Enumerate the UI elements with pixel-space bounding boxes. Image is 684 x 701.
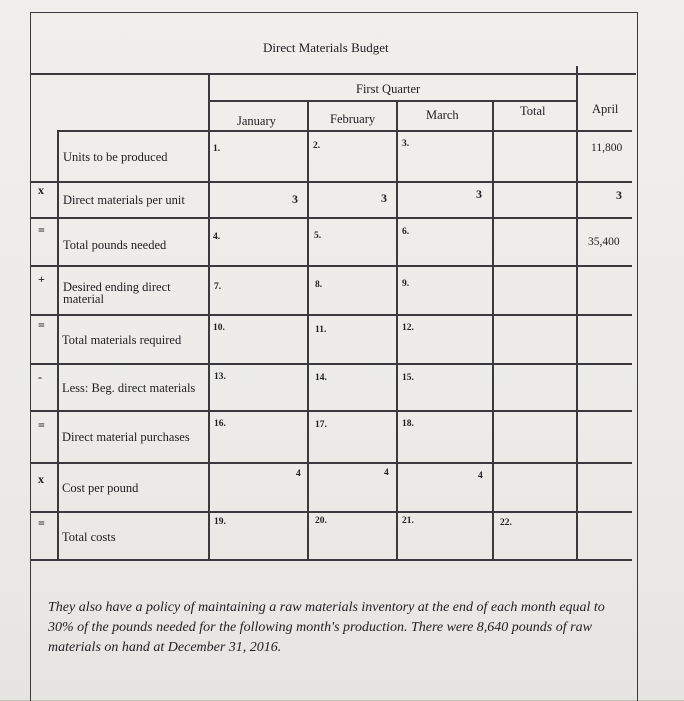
cell-feb-pounds: 5. xyxy=(314,231,322,241)
rule-january-left xyxy=(208,73,210,559)
cell-apr-pounds: 35,400 xyxy=(588,236,620,248)
cell-mar-required: 12. xyxy=(402,323,414,333)
cell-mar-units: 3. xyxy=(402,139,410,149)
row-label-cost-per-pound: Cost per pound xyxy=(62,481,139,495)
row-label-less-beg-direct-materials: Less: Beg. direct materials xyxy=(62,381,196,395)
page-title: Direct Materials Budget xyxy=(263,40,389,55)
rule-header-bottom xyxy=(58,130,632,132)
row-label-total-pounds-needed: Total pounds needed xyxy=(63,238,167,252)
cell-mar-cost: 4 xyxy=(478,471,483,481)
row-operator: = xyxy=(38,516,45,530)
row-operator: x xyxy=(38,472,44,486)
total-header: Total xyxy=(520,104,546,118)
row-label-desired-ending-direct: Desired ending direct xyxy=(63,280,171,294)
rule-row-8 xyxy=(30,511,632,513)
row-operator: = xyxy=(38,418,45,432)
row-label-units-to-be-produced: Units to be produced xyxy=(63,150,168,164)
row-label-total-costs: Total costs xyxy=(62,530,116,544)
cell-feb-beginning: 14. xyxy=(315,373,327,383)
row-operator: + xyxy=(38,272,45,286)
rule-row-5 xyxy=(30,363,632,365)
row-label-direct-materials-per-unit: Direct materials per unit xyxy=(63,193,185,207)
cell-quarter-total-costs: 22. xyxy=(500,518,512,528)
rule-row-7 xyxy=(30,462,632,464)
rule-april-left xyxy=(576,66,578,559)
cell-mar-beginning: 15. xyxy=(402,373,414,383)
rule-row-9 xyxy=(30,559,632,561)
row-operator: = xyxy=(38,318,45,332)
policy-note: They also have a policy of maintaining a raw materials inventory at the end of each month equal to 30% of the pounds needed for the following month's production. There were 8,640 pounds of raw materials on hand at December 31, 2016. xyxy=(48,600,605,655)
rule-total-left xyxy=(492,100,494,559)
cell-jan-pounds: 4. xyxy=(213,232,221,242)
rule-february-left xyxy=(307,100,309,559)
rule-march-left xyxy=(396,100,398,559)
cell-jan-per-unit: 3 xyxy=(292,192,298,206)
cell-jan-beginning: 13. xyxy=(214,372,226,382)
cell-mar-per-unit: 3 xyxy=(476,187,482,201)
cell-feb-cost: 4 xyxy=(384,468,389,478)
cell-feb-ending: 8. xyxy=(315,280,323,290)
cell-feb-required: 11. xyxy=(315,325,327,335)
cell-jan-purchases: 16. xyxy=(214,419,226,429)
rule-row-3 xyxy=(30,265,632,267)
row-operator: - xyxy=(38,370,42,384)
cell-mar-purchases: 18. xyxy=(402,419,414,429)
rule-row-4 xyxy=(30,314,632,316)
row-operator: = xyxy=(38,223,45,237)
rule-row-6 xyxy=(30,410,632,412)
row-label-material: material xyxy=(63,292,104,306)
cell-feb-total-costs: 20. xyxy=(315,516,327,526)
rule-row-2 xyxy=(30,217,632,219)
cell-mar-total-costs: 21. xyxy=(402,516,414,526)
cell-apr-per-unit: 3 xyxy=(616,188,622,202)
first-quarter-header: First Quarter xyxy=(356,82,421,96)
cell-mar-ending: 9. xyxy=(402,279,410,289)
cell-mar-pounds: 6. xyxy=(402,227,410,237)
february-header: February xyxy=(330,112,376,126)
row-label-direct-material-purchases: Direct material purchases xyxy=(62,430,190,444)
january-header: January xyxy=(237,114,276,128)
cell-feb-purchases: 17. xyxy=(315,420,327,430)
row-operator: x xyxy=(38,183,44,197)
row-label-total-materials-required: Total materials required xyxy=(62,333,182,347)
cell-jan-cost: 4 xyxy=(296,469,301,479)
cell-jan-units: 1. xyxy=(213,144,221,154)
rule-quarter-bottom xyxy=(208,100,578,102)
april-header: April xyxy=(592,102,619,116)
cell-jan-total-costs: 19. xyxy=(214,517,226,527)
rule-title-bottom xyxy=(30,73,636,75)
cell-jan-required: 10. xyxy=(213,323,225,333)
march-header: March xyxy=(426,108,459,122)
cell-jan-ending: 7. xyxy=(214,282,222,292)
cell-apr-units: 11,800 xyxy=(591,142,623,154)
rule-row-1 xyxy=(30,181,632,183)
cell-feb-per-unit: 3 xyxy=(381,191,387,205)
rule-op-column xyxy=(57,130,59,559)
cell-feb-units: 2. xyxy=(313,141,321,151)
